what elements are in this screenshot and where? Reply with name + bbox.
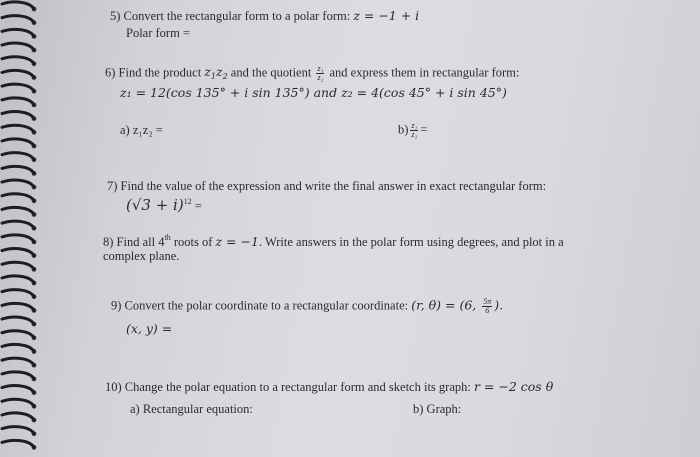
q5-text: 5) Convert the rectangular form to a polar form: (110, 9, 354, 23)
q6-prompt (105, 65, 519, 82)
binding-coil (2, 399, 34, 406)
q5-prompt (110, 10, 419, 23)
q6-product: $z_1z_2$ (204, 64, 228, 82)
binding-coil (2, 221, 34, 228)
q8-line2: complex plane. (103, 249, 180, 263)
binding-coil (2, 98, 34, 105)
q5-expression: z = −1 + i (353, 8, 420, 23)
binding-coil (2, 29, 34, 36)
binding-coil (2, 16, 34, 23)
q10-expression: r = −2 cos θ (473, 379, 554, 394)
q6-part-b: b) $\frac{\text{z₁}}{\text{z₂}}$ = (398, 121, 428, 139)
binding-coil (2, 2, 34, 9)
q6-part-a: a) z₁z₂ = (120, 123, 163, 137)
q6-part-b-fraction: $\frac{\text{z₁}}{\text{z₂}}$ (411, 121, 418, 139)
q6-given-values: z₁ = 12(cos 135° + i sin 135°) and z₂ = 4(cos 45° + i sin 45°) (120, 85, 507, 100)
q9-answer-label: (x, y) = (126, 321, 173, 336)
binding-coil (2, 57, 34, 64)
binding-coil (2, 344, 34, 351)
binding-coil (2, 139, 34, 146)
binding-coil (2, 235, 34, 242)
binding-coil (2, 317, 34, 324)
q10-part-b: b) Graph: (413, 402, 462, 416)
binding-coil (2, 290, 34, 297)
q6-text-a: 6) Find the product (105, 65, 205, 80)
q6-text-c: and express them in rectangular form: (326, 65, 520, 80)
binding-coil (2, 331, 34, 338)
q9-expression: (r, θ) = (6, (411, 297, 481, 313)
q10-part-a: a) Rectangular equation: (130, 402, 253, 416)
binding-coil (2, 413, 34, 420)
binding-coil (2, 70, 34, 77)
q6-quotient-fraction: $\frac{\text{z₁}}{\text{z₂}}$ (317, 64, 324, 82)
binding-coil (2, 427, 34, 434)
spiral-binding (0, 0, 46, 457)
binding-coil (2, 262, 34, 269)
q8-prompt: 8) Find all 4th roots of z = −1. Write answers in the polar form using degrees, and plot in a (103, 233, 564, 249)
q7-prompt: 7) Find the value of the expression and write the final answer in exact rectangular form: (107, 179, 547, 193)
q9-angle-fraction: $\frac{5\pi}{6}$ (483, 297, 492, 315)
binding-coil (2, 125, 34, 132)
binding-coil (2, 386, 34, 393)
binding-coil (2, 440, 34, 447)
binding-coil (2, 194, 34, 201)
q9-prompt: 9) Convert the polar coordinate to a rectangular coordinate: (r, θ) = (6, $\frac{5\pi}{6}$ ). (111, 297, 504, 315)
binding-coil (2, 180, 34, 187)
binding-coil (2, 249, 34, 256)
binding-coil (2, 303, 34, 310)
binding-coil (2, 153, 34, 160)
binding-coil (2, 372, 34, 379)
q10-prompt: 10) Change the polar equation to a rectangular form and sketch its graph: r = −2 cos θ (105, 379, 554, 394)
binding-coil (2, 166, 34, 173)
q5-polar-form-label: Polar form = (126, 26, 190, 40)
binding-coil (2, 112, 34, 119)
binding-coil (2, 207, 34, 214)
q7-expression: $(√3 + i)^{12}$ = (126, 196, 202, 214)
q6-text-b: and the quotient (227, 65, 315, 80)
binding-coil (2, 43, 34, 50)
binding-coil (2, 276, 34, 283)
q8-expression: z = −1 (215, 234, 259, 249)
binding-coil (2, 84, 34, 91)
binding-coil (2, 358, 34, 365)
